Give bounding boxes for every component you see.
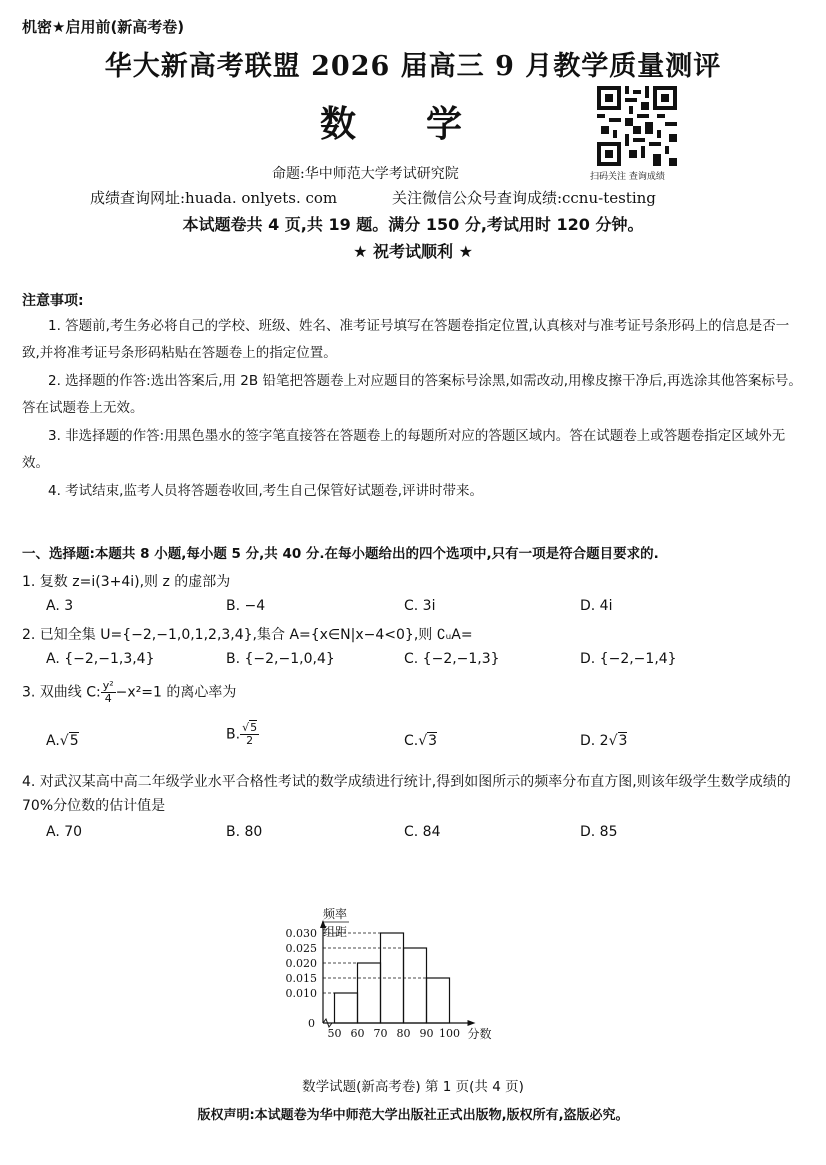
q2-option-c: C. {−2,−1,3} <box>404 651 500 667</box>
good-luck-line: ★ 祝考试顺利 ★ <box>353 242 473 261</box>
author-line: 命题:华中师范大学考试研究院 <box>272 166 459 182</box>
q4-option-b: B. 80 <box>226 824 263 840</box>
q1-option-b: B. −4 <box>226 598 266 614</box>
x-tick-label: 100 <box>439 1027 460 1040</box>
y-tick-label: 0.010 <box>285 987 317 1000</box>
exam-title: 华大新高考联盟 2026 届高三 9 月教学质量测评 <box>104 51 722 82</box>
q3-option-c: C.√3 <box>404 733 438 749</box>
q3-c-label: C. <box>404 733 419 749</box>
y-axis-label-bottom: 组距 <box>322 925 348 939</box>
note-item: 4. 考试结束,监考人员将答题卷收回,考生自己保管好试题卷,评讲时带来。 <box>48 483 484 499</box>
y-tick-label: 0.015 <box>285 972 317 985</box>
q3-d-label: D. 2 <box>580 733 609 749</box>
q2-option-a: A. {−2,−1,3,4} <box>46 651 155 667</box>
note-item: 3. 非选择题的作答:用黑色墨水的签字笔直接答在答题卷上的每题所对应的答题区域内。答在试题卷上或答题卷指定区域外无效。 <box>22 428 786 471</box>
q3-d-root: 3 <box>618 733 628 749</box>
q3-option-d: D. 2√3 <box>580 733 628 749</box>
q4-option-d: D. 85 <box>580 824 618 840</box>
origin-label: 0 <box>308 1017 315 1030</box>
q4-option-a: A. 70 <box>46 824 83 840</box>
q3-stem-prefix: 3. 双曲线 C: <box>22 684 101 701</box>
score-url: 成绩查询网址:huada. onlyets. com <box>90 189 338 207</box>
histogram-bar <box>335 993 358 1023</box>
q3-b-num: √5 <box>242 721 258 734</box>
confidential-tag: 机密★启用前(新高考卷) <box>22 18 185 36</box>
x-tick-label: 80 <box>396 1027 411 1040</box>
q1-option-a: A. 3 <box>46 598 74 614</box>
q3-c-root: 3 <box>428 733 438 749</box>
q3-a-root: 5 <box>69 733 79 749</box>
q1-option-c: C. 3i <box>404 598 436 614</box>
y-tick-label: 0.030 <box>285 927 317 940</box>
subject-title: 数学 <box>320 104 533 145</box>
x-axis-label: 分数 <box>467 1027 492 1041</box>
x-tick-label: 50 <box>327 1027 342 1040</box>
question-1-stem: 1. 复数 z=i(3+4i),则 z 的虚部为 <box>22 574 231 590</box>
y-tick-label: 0.020 <box>285 957 317 970</box>
q4-option-c: C. 84 <box>404 824 441 840</box>
x-axis-arrow <box>468 1020 476 1026</box>
question-3-stem <box>22 680 236 705</box>
qr-caption: 扫码关注 查询成绩 <box>590 172 665 182</box>
histogram-bar <box>404 948 427 1023</box>
q3-b-den: 2 <box>246 734 254 747</box>
x-tick-label: 70 <box>373 1027 388 1040</box>
q3-frac-num: y² <box>102 679 114 692</box>
notes-heading: 注意事项: <box>22 293 84 309</box>
q3-a-label: A. <box>46 733 60 749</box>
q1-option-d: D. 4i <box>580 598 613 614</box>
q3-b-label: B. <box>226 726 241 743</box>
question-4-stem: 4. 对武汉某高中高二年级学业水平合格性考试的数学成绩进行统计,得到如图所示的频率分布直方图,则该年级学生数学成绩的 70%分位数的估计值是 <box>22 774 791 814</box>
copyright-notice: 版权声明:本试题卷为华中师范大学出版社正式出版物,版权所有,盗版必究。 <box>197 1108 629 1123</box>
q3-option-b <box>226 722 259 747</box>
exam-info: 本试题卷共 4 页,共 19 题。满分 150 分,考试用时 120 分钟。 <box>182 215 644 234</box>
section-heading: 一、选择题:本题共 8 小题,每小题 5 分,共 40 分.在每小题给出的四个选项中,只有一项是符合题目要求的. <box>22 546 659 562</box>
q3-b-num-root: 5 <box>250 721 258 734</box>
y-tick-label: 0.025 <box>285 942 317 955</box>
q3-stem-suffix: −x²=1 的离心率为 <box>115 684 237 701</box>
note-item: 2. 选择题的作答:选出答案后,用 2B 铅笔把答题卷上对应题目的答案标号涂黑,如需改动,用橡皮擦干净后,再选涂其他答案标号。答在试题卷上无效。 <box>22 373 802 416</box>
q2-option-d: D. {−2,−1,4} <box>580 651 677 667</box>
y-axis-label-top: 频率 <box>322 907 348 921</box>
qr-code-icon <box>597 86 677 166</box>
x-tick-label: 60 <box>350 1027 365 1040</box>
note-item: 1. 答题前,考生务必将自己的学校、班级、姓名、准考证号填写在答题卷指定位置,认真核对与准考证号条形码上的信息是否一致,并将准考证号条形码粘贴在答题卷上的指定位置。 <box>22 318 790 361</box>
histogram-bar <box>427 978 450 1023</box>
q3-fraction <box>101 680 116 705</box>
q3-frac-den: 4 <box>104 692 112 705</box>
histogram-bar <box>358 963 381 1023</box>
question-2-stem: 2. 已知全集 U={−2,−1,0,1,2,3,4},集合 A={x∈N|x−4<0},则 ∁ᵤA= <box>22 627 473 643</box>
frequency-histogram <box>260 848 540 1048</box>
wechat-account: 关注微信公众号查询成绩:ccnu-testing <box>391 189 656 207</box>
q3-b-fraction <box>240 722 259 747</box>
page-footer: 数学试题(新高考卷) 第 1 页(共 4 页) <box>302 1079 524 1095</box>
score-query-line <box>90 187 706 208</box>
q2-option-b: B. {−2,−1,0,4} <box>226 651 335 667</box>
q3-option-a: A.√5 <box>46 733 79 749</box>
x-tick-label: 90 <box>419 1027 434 1040</box>
